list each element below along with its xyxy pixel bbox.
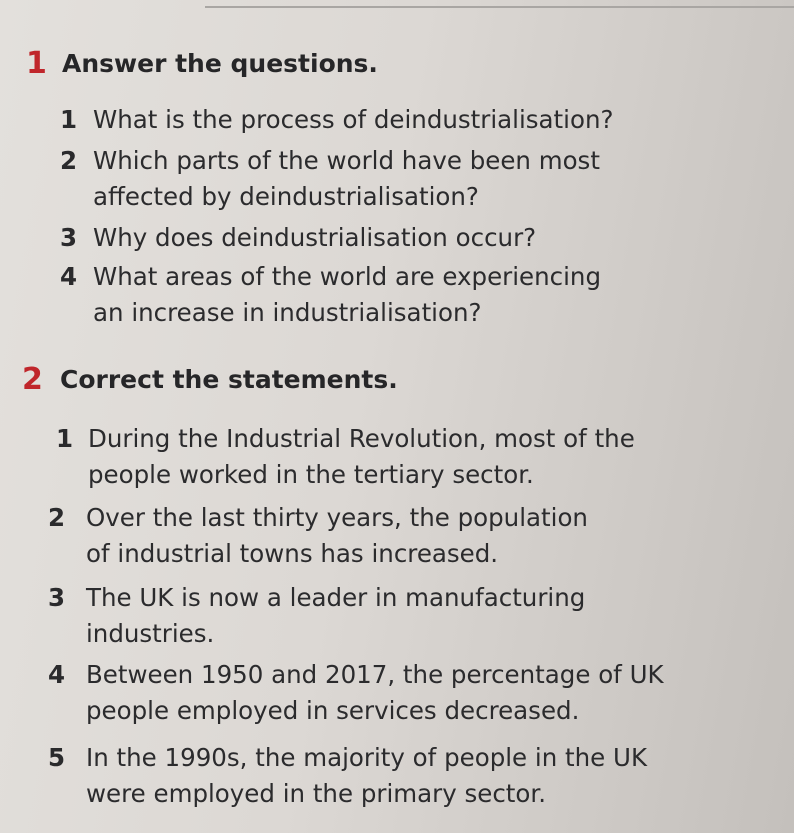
statement-line: In the 1990s, the majority of people in the UK [86, 743, 648, 772]
exercise-heading [0, 360, 794, 400]
question-line: Which parts of the world have been most [93, 146, 600, 175]
statement-text [86, 500, 588, 572]
question-line: What is the process of deindustrialisation? [93, 105, 614, 134]
statement-line: During the Industrial Revolution, most of the [88, 424, 635, 453]
statement-line: industries. [86, 619, 215, 648]
statement-number: 2 [48, 503, 66, 532]
statement-text [86, 657, 664, 729]
statement-number: 5 [48, 743, 66, 772]
statement-line: The UK is now a leader in manufacturing [86, 583, 586, 612]
question-number: 2 [60, 146, 78, 175]
exercise-title: Answer the questions. [62, 49, 378, 78]
exercise-number: 2 [22, 362, 43, 397]
question-text [93, 143, 600, 215]
statement-text [86, 580, 585, 652]
statement-line: were employed in the primary sector. [86, 779, 547, 808]
statement-text [86, 740, 647, 812]
exercise-number: 1 [26, 46, 47, 81]
question-number: 1 [60, 105, 78, 134]
statement-line: Between 1950 and 2017, the percentage of UK [86, 660, 664, 689]
question-line: an increase in industrialisation? [93, 298, 482, 327]
statement-number: 1 [56, 424, 74, 453]
top-rule [205, 6, 794, 8]
question-number: 3 [60, 223, 78, 252]
exercise-heading [0, 44, 794, 84]
question-line: What areas of the world are experiencing [93, 262, 602, 291]
statement-number: 3 [48, 583, 66, 612]
question-line: Why does deindustrialisation occur? [93, 223, 537, 252]
question-text [93, 220, 536, 256]
statement-text [88, 421, 635, 493]
question-line: affected by deindustrialisation? [93, 182, 479, 211]
statement-line: of industrial towns has increased. [86, 539, 499, 568]
exercise-title: Correct the statements. [60, 365, 398, 394]
statement-line: Over the last thirty years, the population [86, 503, 588, 532]
question-text [93, 102, 613, 138]
question-number: 4 [60, 262, 78, 291]
statement-line: people employed in services decreased. [86, 696, 580, 725]
statement-line: people worked in the tertiary sector. [88, 460, 534, 489]
question-text [93, 259, 601, 331]
statement-number: 4 [48, 660, 66, 689]
